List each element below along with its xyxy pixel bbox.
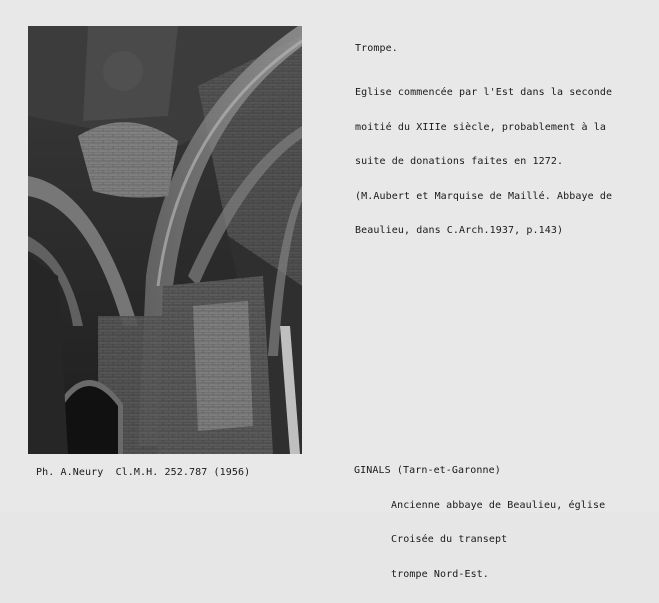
historical-notes <box>355 64 612 260</box>
notes-line: moitié du XIIIe siècle, probablement à la <box>355 121 606 133</box>
location-line: trompe Nord-Est. <box>391 568 489 580</box>
notes-line: (M.Aubert et Marquise de Maillé. Abbaye de <box>355 190 613 202</box>
photograph-image <box>28 26 302 454</box>
notes-line: Eglise commencée par l'Est dans la seconde <box>355 87 613 98</box>
location-line: Ancienne abbaye de Beaulieu, église <box>391 499 606 511</box>
notes-line: Beaulieu, dans C.Arch.1937, p.143) <box>355 225 564 236</box>
location-line: Croisée du transept <box>391 534 508 545</box>
photograph-vault-squinch <box>28 26 302 454</box>
location-place: GINALS (Tarn-et-Garonne) <box>354 465 501 476</box>
notes-line: suite de donations faites en 1272. <box>355 156 564 167</box>
card-title: Trompe. <box>355 43 398 54</box>
location-block <box>354 442 605 603</box>
photo-credit: Ph. A.Neury Cl.M.H. 252.787 (1956) <box>36 467 251 478</box>
